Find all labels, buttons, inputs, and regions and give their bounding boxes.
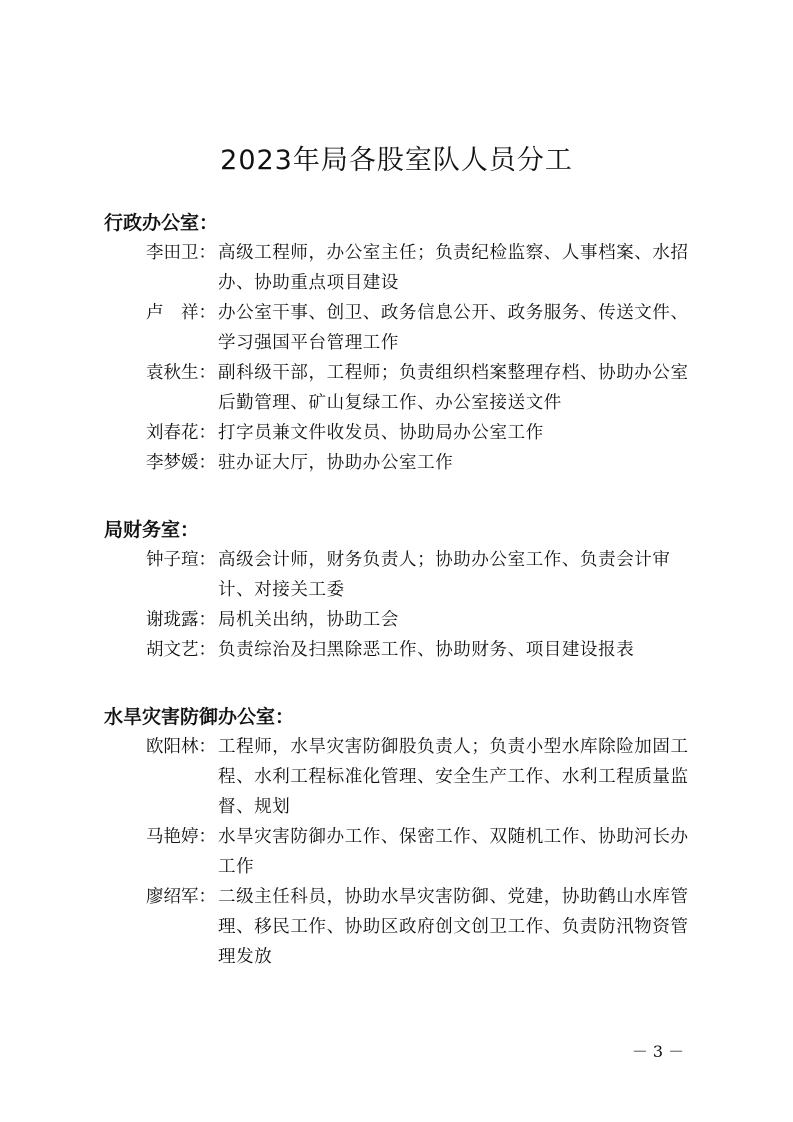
section-heading: 局财务室： (104, 519, 200, 541)
staff-name: 李田卫： (146, 243, 216, 263)
staff-entry (104, 298, 704, 358)
page-title: 2023年局各股室队人员分工 (220, 145, 573, 176)
staff-duties: 局机关出纳，协助工会 (218, 610, 399, 630)
staff-name: 钟子瑄： (146, 550, 216, 570)
staff-duties: 办公室干事、创卫、政务信息公开、政务服务、传送文件、学习强国平台管理工作 (218, 303, 689, 353)
staff-entry (104, 448, 704, 478)
staff-duties: 副科级干部，工程师；负责组织档案整理存档、协助办公室后勤管理、矿山复绿工作、办公室接送文件 (218, 363, 689, 413)
section-heading: 行政办公室： (104, 212, 219, 234)
staff-duties: 打字员兼文件收发员、协助局办公室工作 (218, 423, 544, 443)
staff-entry (104, 635, 704, 665)
staff-entry (104, 418, 704, 448)
staff-name: 李梦媛： (146, 453, 216, 473)
staff-entry (104, 605, 704, 635)
section-flood-drought-office (104, 702, 704, 972)
staff-name: 欧阳林： (146, 737, 216, 757)
staff-duties: 高级工程师，办公室主任；负责纪检监察、人事档案、水招办、协助重点项目建设 (218, 243, 689, 293)
staff-entry (104, 358, 704, 418)
staff-name: 廖绍军： (146, 887, 216, 907)
staff-name: 袁秋生： (146, 363, 216, 383)
staff-entry (104, 238, 704, 298)
page-number: － 3 － (631, 1042, 685, 1061)
staff-entry (104, 545, 704, 605)
staff-name: 刘春花： (146, 423, 216, 443)
staff-duties: 水旱灾害防御办工作、保密工作、双随机工作、协助河长办工作 (218, 827, 689, 877)
section-finance-office (104, 515, 704, 665)
staff-entry (104, 732, 704, 822)
staff-name: 胡文艺： (146, 640, 216, 660)
staff-name: 谢珑露： (146, 610, 216, 630)
staff-duties: 工程师，水旱灾害防御股负责人；负责小型水库除险加固工程、水利工程标准化管理、安全生产工作、水利工程质量监督、规划 (218, 737, 689, 817)
staff-duties: 负责综治及扫黑除恶工作、协助财务、项目建设报表 (218, 640, 635, 660)
section-admin-office (104, 208, 704, 478)
section-heading: 水旱灾害防御办公室： (104, 706, 295, 728)
staff-name: 马艳婷： (146, 827, 216, 847)
staff-name: 卢 祥： (146, 303, 216, 323)
staff-duties: 高级会计师，财务负责人；协助办公室工作、负责会计审计、对接关工委 (218, 550, 671, 600)
staff-duties: 驻办证大厅，协助办公室工作 (218, 453, 454, 473)
staff-entry (104, 822, 704, 882)
staff-entry (104, 882, 704, 972)
staff-duties: 二级主任科员，协助水旱灾害防御、党建，协助鹤山水库管理、移民工作、协助区政府创文创卫工作、负责防汛物资管理发放 (218, 887, 689, 967)
